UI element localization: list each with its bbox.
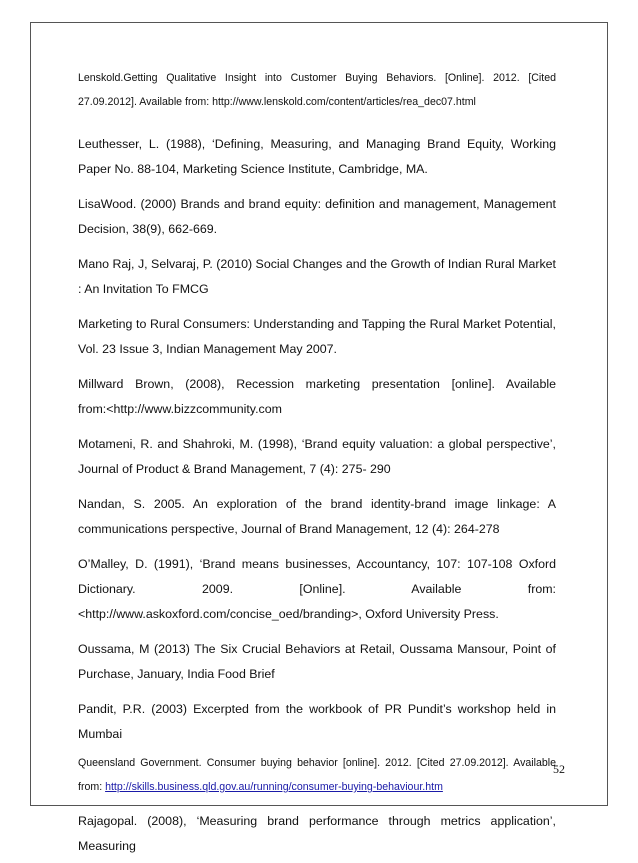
reference-queensland-text: Queensland Government. Consumer buying behavior [online]. 2012. [Cited 27.09.2012]. Available from: xyxy=(78,757,556,793)
reference-motameni: Motameni, R. and Shahroki, M. (1998), ‘Brand equity valuation: a global perspective’, Journal of Product & Brand Management, 7 (4): 275- 290 xyxy=(78,437,556,476)
reference-omalley: O’Malley, D. (1991), ‘Brand means businesses, Accountancy, 107: 107-108 Oxford Dictionary. 2009. [Online]. Available from: <http://www.askoxford.com/concise_oed/branding>, Oxford University Press. xyxy=(78,557,556,621)
reference-rajagopal: Rajagopal. (2008), ‘Measuring brand performance through metrics application’, Measuring xyxy=(78,814,556,853)
reference-millward-brown: Millward Brown, (2008), Recession marketing presentation [online]. Available from:<http://www.bizzcommunity.com xyxy=(78,377,556,416)
reference-nandan: Nandan, S. 2005. An exploration of the brand identity-brand image linkage: A communications perspective, Journal of Brand Management, 12 (4): 264-278 xyxy=(78,497,556,536)
reference-oussama: Oussama, M (2013) The Six Crucial Behaviors at Retail, Oussama Mansour, Point of Purchase, January, India Food Brief xyxy=(78,642,556,681)
reference-queensland xyxy=(78,751,556,799)
reference-lenskold: Lenskold.Getting Qualitative Insight into Customer Buying Behaviors. [Online]. 2012. [Cited 27.09.2012]. Available from: http://www.lenskold.com/content/articles/rea_dec07.html xyxy=(78,72,556,108)
reference-list xyxy=(78,66,556,863)
page-number: 52 xyxy=(553,762,565,776)
reference-pandit: Pandit, P.R. (2003) Excerpted from the workbook of PR Pundit’s workshop held in Mumbai xyxy=(78,702,556,741)
reference-lisawood: LisaWood. (2000) Brands and brand equity: definition and management, Management Decision, 38(9), 662-669. xyxy=(78,197,556,236)
reference-mano-raj: Mano Raj, J, Selvaraj, P. (2010) Social Changes and the Growth of Indian Rural Market : An Invitation To FMCG xyxy=(78,257,556,296)
reference-leuthesser: Leuthesser, L. (1988), ‘Defining, Measuring, and Managing Brand Equity, Working Paper No. 88-104, Marketing Science Institute, Cambridge, MA. xyxy=(78,137,556,176)
reference-rural-consumers: Marketing to Rural Consumers: Understanding and Tapping the Rural Market Potential, Vol. 23 Issue 3, Indian Management May 2007. xyxy=(78,317,556,356)
reference-queensland-link[interactable]: http://skills.business.qld.gov.au/running/consumer-buying-behaviour.htm xyxy=(105,781,443,793)
